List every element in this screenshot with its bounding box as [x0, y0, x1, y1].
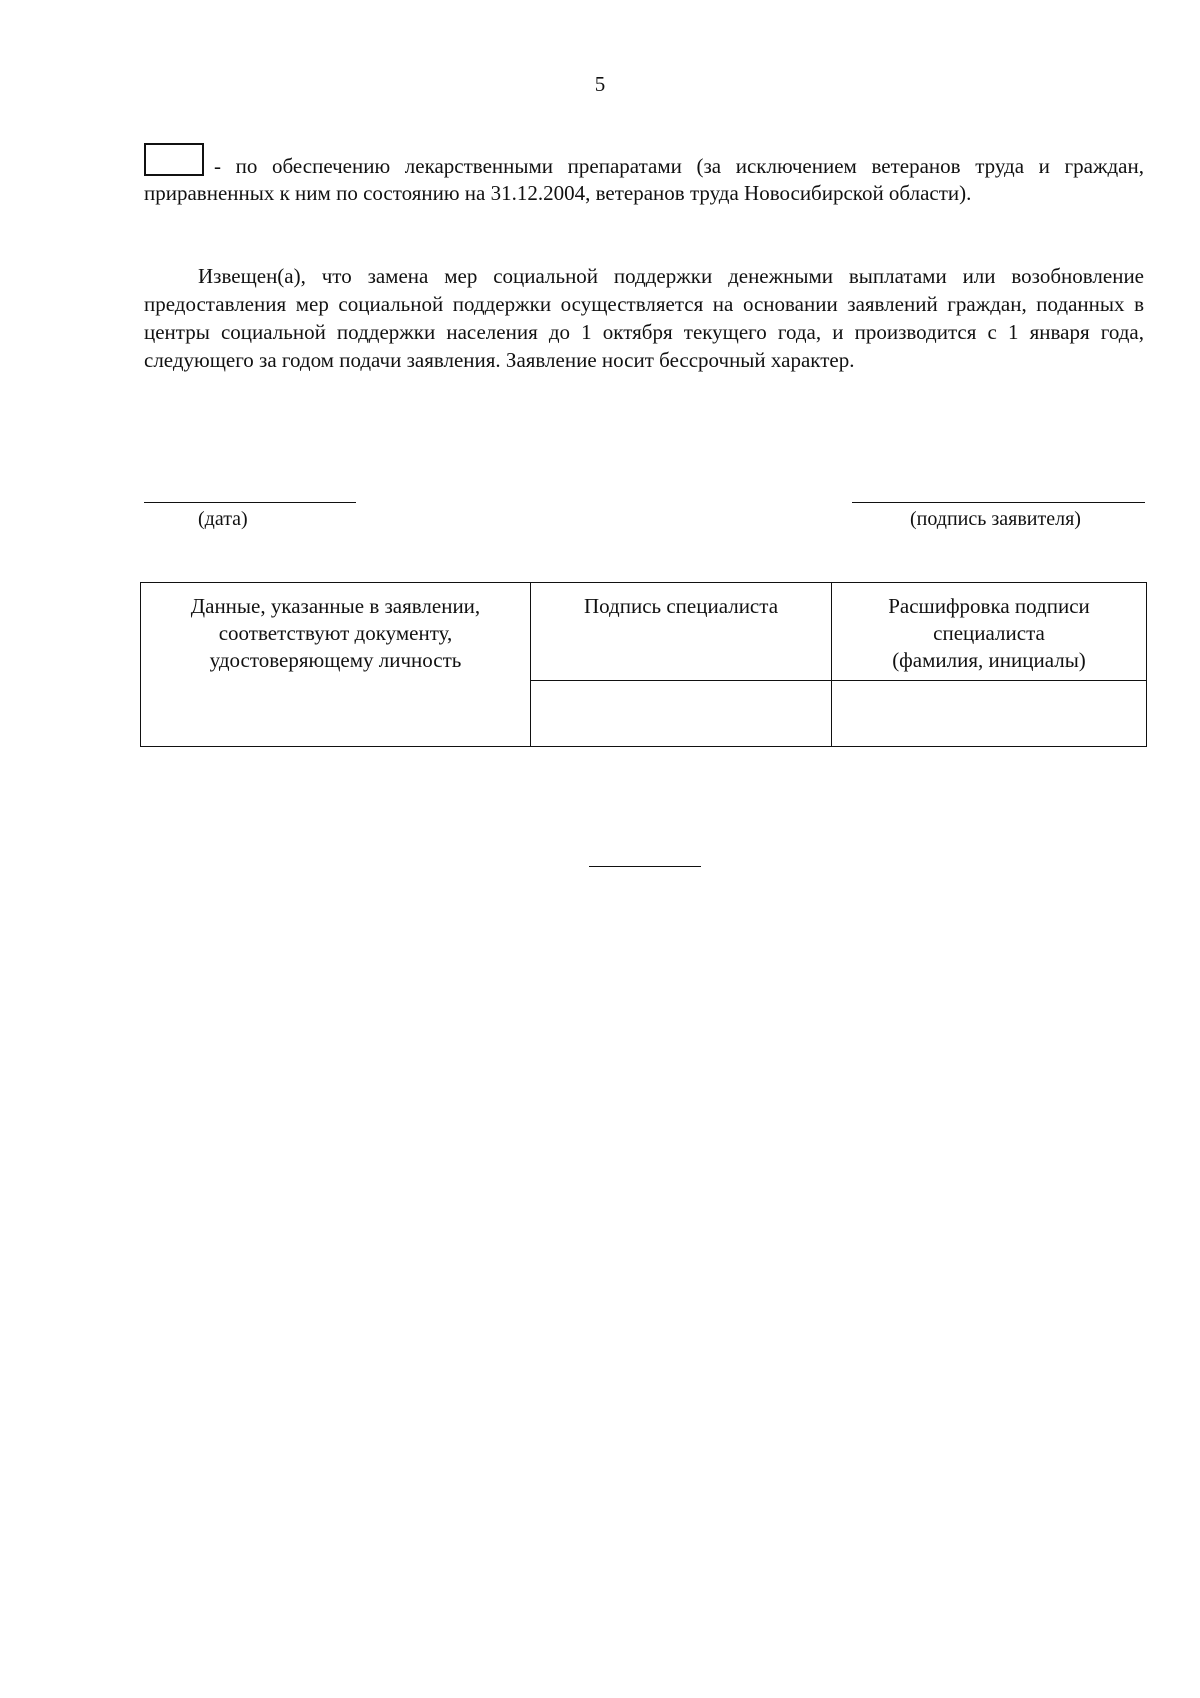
specialist-signature-label: Подпись специалиста [583, 594, 779, 618]
document-match-line-3: удостоверяющему личность [209, 648, 462, 672]
applicant-signature-caption: (подпись заявителя) [910, 508, 1081, 530]
signature-decoding-line-2: специалиста [933, 621, 1045, 645]
document-match-line-2: соответствуют документу, [218, 621, 453, 645]
page-number: 5 [594, 72, 606, 96]
document-match-cell [141, 583, 531, 747]
signature-decoding-header [832, 583, 1147, 681]
applicant-signature-line [852, 502, 1145, 503]
specialist-signature-header [531, 583, 832, 681]
specialist-verification-table [140, 582, 1147, 747]
date-caption: (дата) [198, 508, 248, 530]
date-signature-line [144, 502, 356, 503]
notice-paragraph: Извещен(а), что замена мер социальной поддержки денежными выплатами или возобновление предоставления мер социальной поддержки осуществляется на основании заявлений граждан, поданных в центры социальной поддержки населения до 1 октября текущего года, и производится с 1 января года, следующего за годом подачи заявления. Заявление носит бессрочный характер. [144, 264, 1144, 372]
medication-provision-item: - по обеспечению лекарственными препаратами (за исключением ветеранов труда и граждан, приравненных к ним по состоянию на 31.12.2004, ветеранов труда Новосибирской области). [144, 154, 1144, 205]
signature-decoding-line-1: Расшифровка подписи [888, 594, 1090, 618]
signature-decoding-field[interactable] [832, 681, 1147, 747]
table-header-row [141, 583, 1147, 681]
signature-decoding-line-3: (фамилия, инициалы) [892, 648, 1086, 672]
specialist-signature-field[interactable] [531, 681, 832, 747]
end-of-document-rule [589, 866, 701, 867]
document-match-line-1: Данные, указанные в заявлении, [190, 594, 481, 618]
